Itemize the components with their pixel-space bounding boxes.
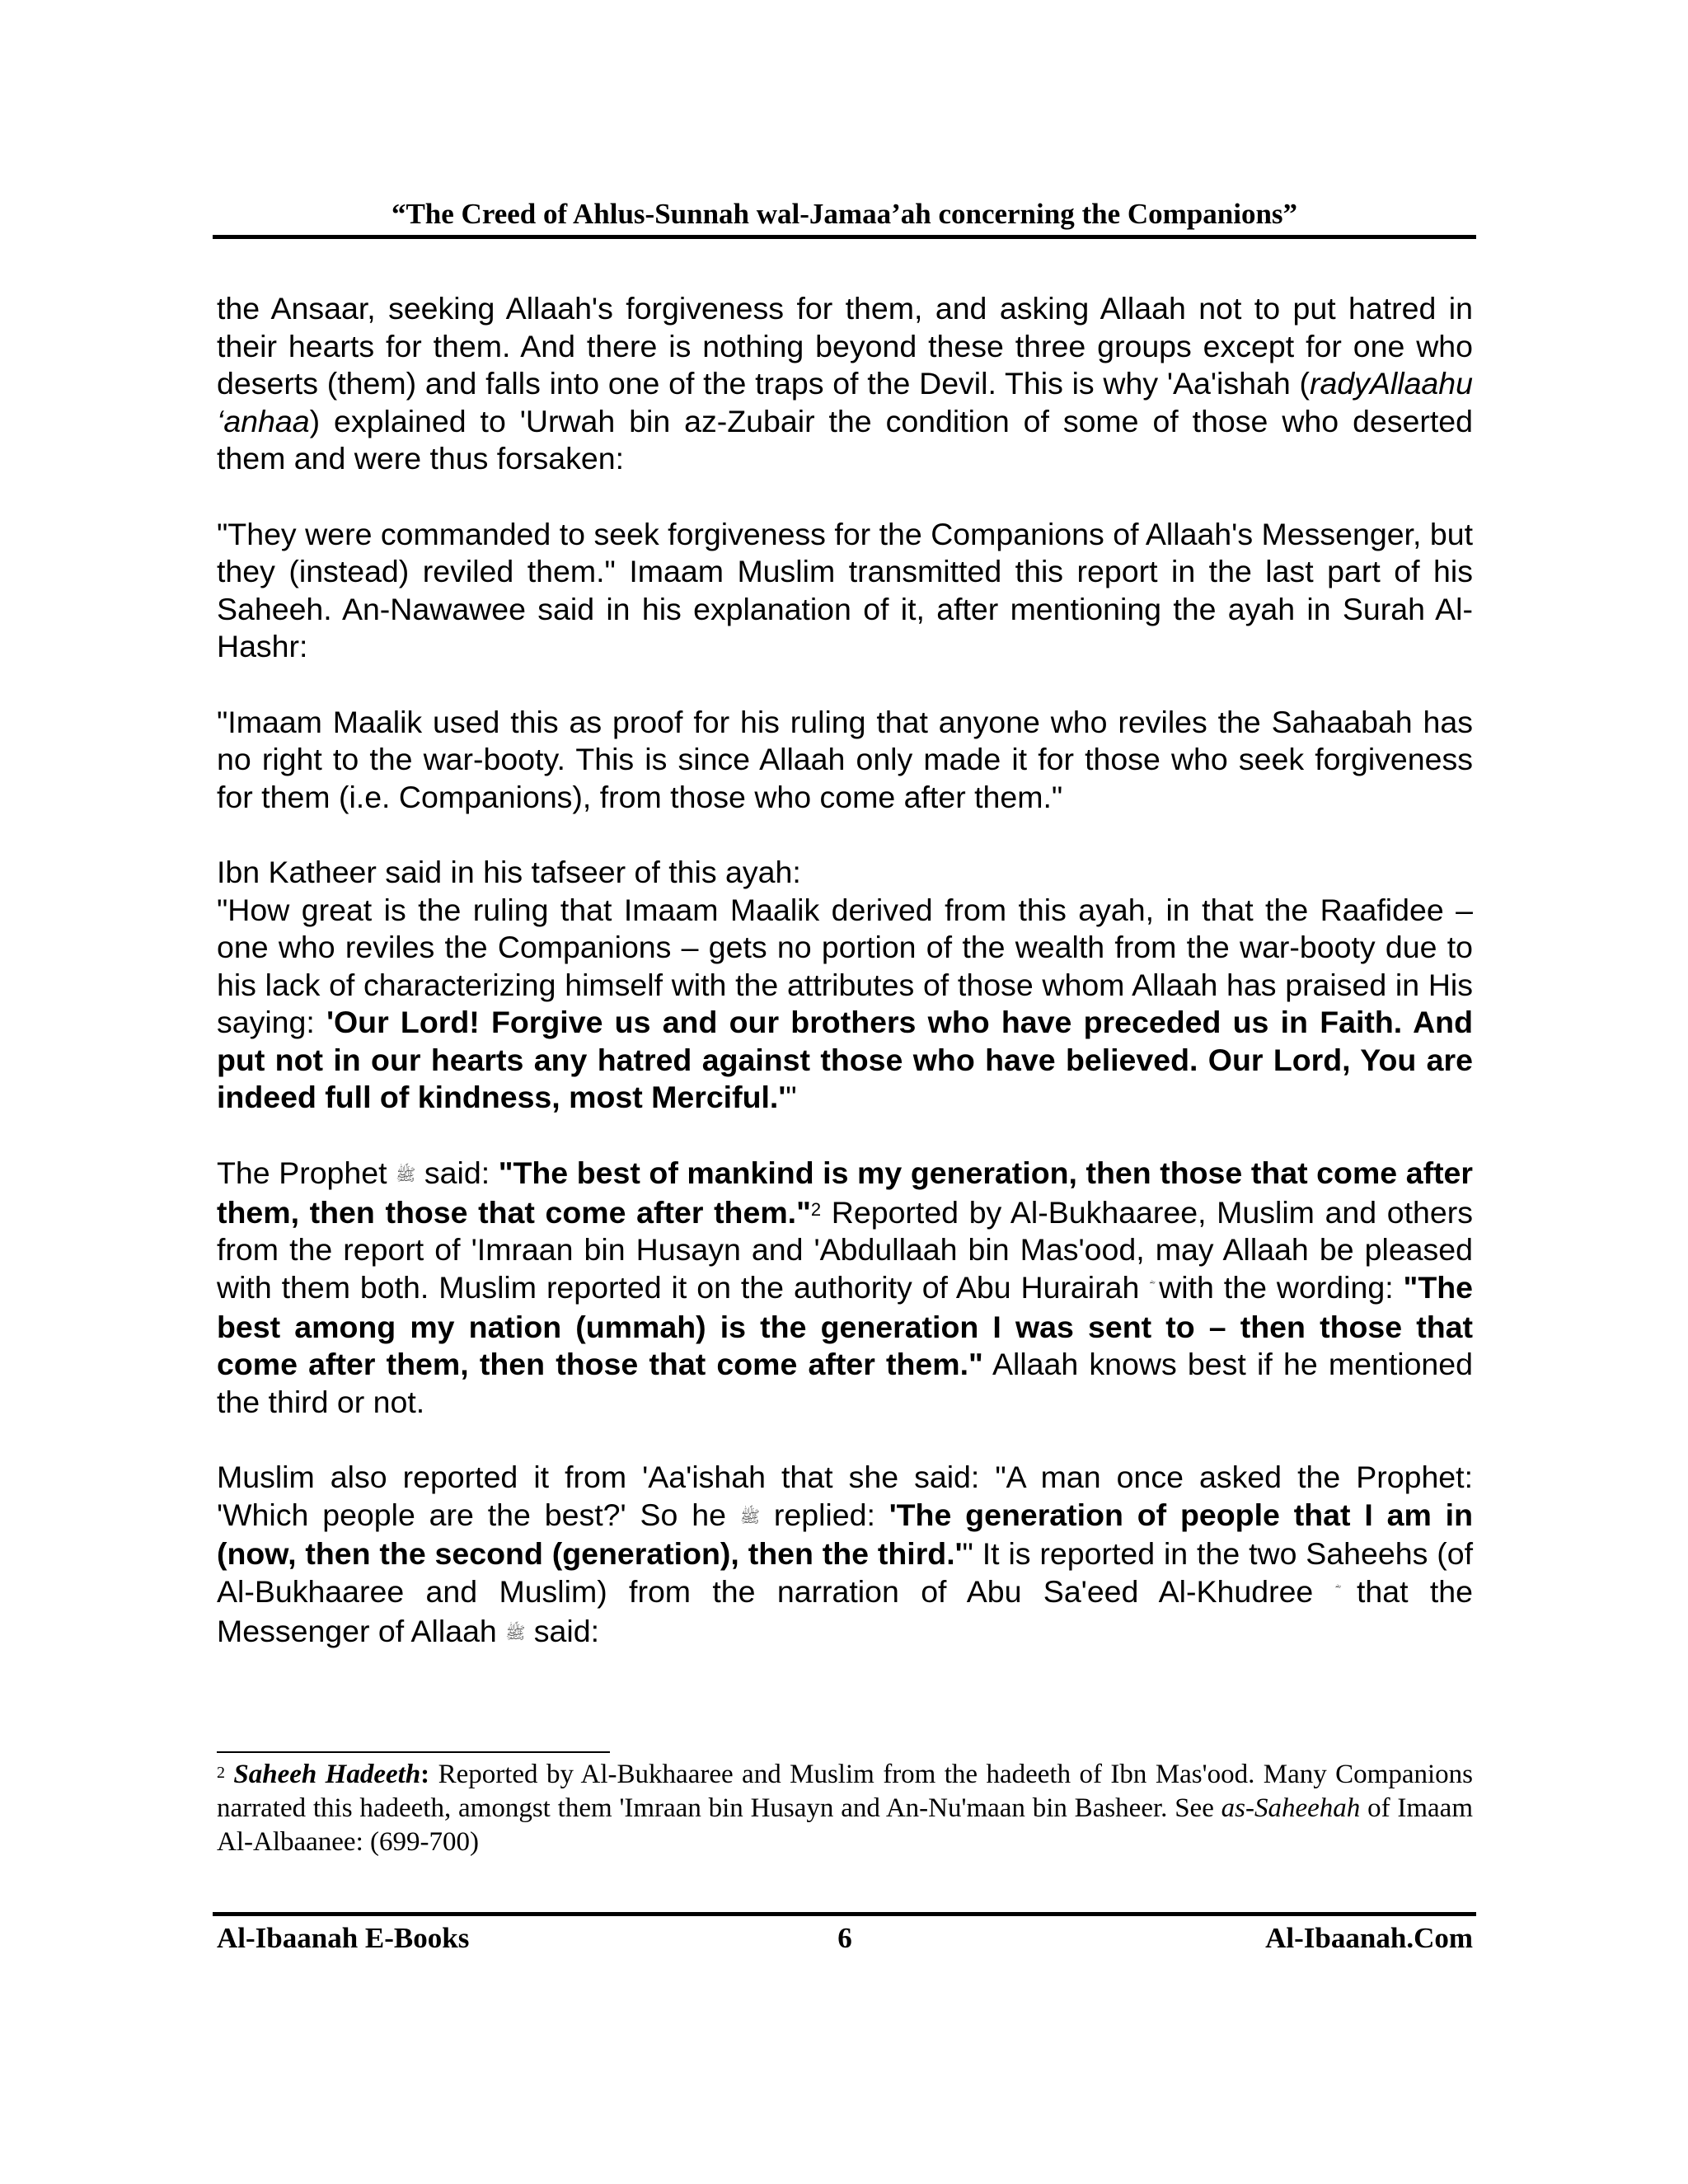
- header-rule: [213, 235, 1476, 239]
- paragraph-3: "Imaam Maalik used this as proof for his ruling that anyone who reviles the Sahaabah has no right to the war-booty. This is since Allaah only made it for those who seek forgiveness for them (i.e. Companions), from those who come after them.": [217, 704, 1473, 814]
- footer-publisher: Al-Ibaanah E-Books: [217, 1922, 470, 1954]
- footnote-number: 2: [217, 1764, 225, 1782]
- salutation-icon: ﷺ: [505, 1623, 526, 1643]
- footnote-reference[interactable]: 2: [810, 1198, 822, 1220]
- paragraph-2: "They were commanded to seek forgiveness for the Companions of Allaah's Messenger, but they (instead) reviled them." Imaam Muslim transmitted this report in the last part of his Saheeh. An-Nawawee said in his explanation of it, after mentioning the ayah in Surah Al-Hashr:: [217, 516, 1473, 664]
- body-text: [217, 290, 1473, 1690]
- paragraph-5: The Prophet ﷺ said: "The best of mankind is my generation, then those that come after them, then those that come after them."$^2$ Reported by Al-Bukhaaree, Muslim and others from the report of 'Imraan bin Husayn and 'Abdullaah bin Mas'ood, may Allaah be pleased with them both. Muslim reported it on the authority of Abu Hurairah with the wording: "The best among my nation (ummah) is the generation I was sent to – then those that come after them, then those that come after them." Allaah knows best if he mentioned the third or not.: [217, 1155, 1474, 1419]
- paragraph-4-quote: "How great is the ruling that Imaam Maalik derived from this ayah, in that the Raafidee – one who reviles the Companions – gets no portion of the wealth from the war-booty due to his lack of characterizing himself with the attributes of those whom Allaah has praised in His saying: 'Our Lord! Forgive us and our brothers who have preceded us in Faith. And put not in our hearts any hatred against those who have believed. Our Lord, You are indeed full of kindness, most Merciful.'": [217, 892, 1473, 1115]
- footnote: $^2$ Saheeh Hadeeth: Reported by Al-Bukhaaree and Muslim from the hadeeth of Ibn Mas'ood. Many Companions narrated this hadeeth, amongst them 'Imraan bin Husayn and An-Nu'maan bin Basheer. See as-Saheehah of Imaam Al-Albaanee: (699-700): [217, 1760, 1473, 1857]
- paragraph-6: Muslim also reported it from 'Aa'ishah that she said: "A man once asked the Prophet: 'Which people are the best?' So he ﷺ replied: 'The generation of people that I am in (now, then the second (generation), then the third.'" It is reported in the two Saheehs (of Al-Bukhaaree and Muslim) from the narration of Abu Sa'eed Al-Khudree that the Messenger of Allaah ﷺ said:: [217, 1459, 1473, 1652]
- salutation-icon: ﷺ: [739, 1506, 760, 1526]
- paragraph-1: the Ansaar, seeking Allaah's forgiveness for them, and asking Allaah not to put hatred in their hearts for them. And there is nothing beyond these three groups except for one who deserts (them) and falls into one of the traps of the Devil. This is why 'Aa'ishah (radyAllaahu ‘anhaa) explained to 'Urwah bin az-Zubair the condition of some of those who deserted them and were thus forsaken:: [217, 291, 1473, 476]
- running-header: “The Creed of Ahlus-Sunnah wal-Jamaa’ah concerning the Companions”: [391, 198, 1298, 230]
- footer-rule: [213, 1912, 1476, 1916]
- footnote-separator: [217, 1751, 610, 1753]
- page-footer: [217, 1920, 1473, 1957]
- salutation-icon: ﷺ: [396, 1164, 416, 1184]
- paragraph-4-intro: Ibn Katheer said in his tafseer of this ayah:: [217, 854, 801, 889]
- page-number: 6: [837, 1922, 852, 1954]
- footer-website: Al-Ibaanah.Com: [1265, 1922, 1473, 1954]
